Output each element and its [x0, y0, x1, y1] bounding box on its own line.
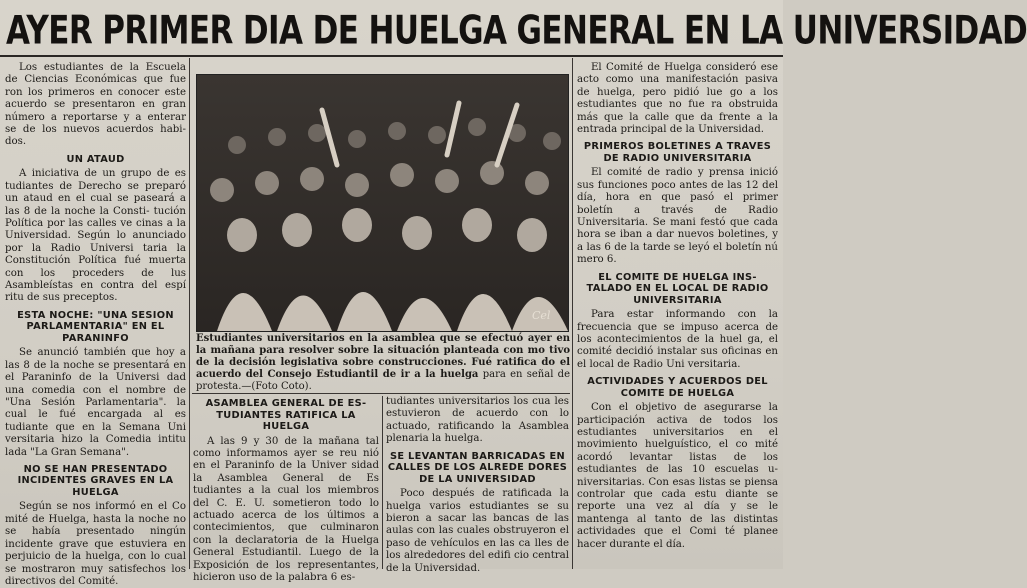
column-2: [193, 396, 379, 583]
incidentes-paragraph: Según se nos informó en el Co mité de Huelga, hasta la noche no se había presentado ningún incidente grave que estuviera en perjuicio de la huelga, con lo cual se mostraron muy satisfechos los directivos del Comité.: [5, 501, 186, 587]
column-divider-3: [572, 58, 573, 569]
column-4: [577, 62, 778, 567]
asamblea-continuation: tudiantes universitarios los cua les estuvieron de acuerdo con lo actuado, ratificando la Asamblea plenaria la huelga.: [386, 396, 569, 445]
subhead-ataud: UN ATAUD: [66, 153, 125, 165]
column-divider-2: [382, 396, 383, 569]
subhead-asamblea: ASAMBLEA GENERAL DE ES- TUDIANTES RATIFICA LA HUELGA: [205, 398, 367, 432]
intro-paragraph: Los estudiantes de la Escuela de Ciencias Económicas que fue ron los primeros en conocer este acuerdo se presentaron en gran número a reportarse y a enterar se de los nuevos acuerdos habi- dos.: [5, 62, 186, 148]
subhead-sesion: ESTA NOCHE: "UNA SESION PARLAMENTARIA" EN EL PARANINFO: [17, 309, 174, 344]
subhead-actividades: ACTIVIDADES Y ACUERDOS DEL COMITE DE HUELGA: [587, 376, 768, 399]
column-divider-1: [189, 58, 190, 569]
column-3: [386, 396, 569, 574]
caption-rest: para en señal de protesta.—(Foto Coto).: [196, 369, 570, 392]
subhead-boletines: PRIMEROS BOLETINES A TRAVES DE RADIO UNIVERSITARIA: [583, 141, 772, 164]
caption-bold: Estudiantes universitarios en la asamblea que se efectuó ayer en la mañana para resolver sobre la situación planteada con mo tivo de la decisión legislativa sobre construcciones. Fué ratifica do el acuerdo del Consejo Estudiantil de ir a la huelga: [196, 333, 570, 380]
sesion-paragraph: Se anunció también que hoy a las 8 de la noche se presentará en el Paraninfo de la Universi dad una comedia con el nombre de "Una Sesión Parlamentaria". la cual le fué encargada al es tudiante que en la Semana Uni versitaria hizo la Comedia intitu lada "La Gran Semana".: [5, 347, 186, 458]
subhead-incidentes: NO SE HAN PRESENTADO INCIDENTES GRAVES EN LA HUELGA: [17, 463, 174, 498]
asamblea-paragraph: A las 9 y 30 de la mañana tal como informamos ayer se reu nió en el Paraninfo de la Univer sidad la Asamblea General de Es tudiantes a la cual los miembros del C. E. U. sometieron todo lo actuado acerca de los últimos a contecimientos, que culminaron con la declaratoria de la Huelga General Estudiantil. Luego de la Exposición de los representantes, hicieron uso de la palabra 6 es-: [193, 435, 379, 583]
comite-intro-paragraph: El Comité de Huelga consideró ese acto como una manifestación pasiva de huelga, pero pidió lue go a los estudiantes que no fue ra obstruida más que la calle que da frente a la entrada principal de la Universidad.: [577, 62, 778, 136]
subhead-comite: EL COMITE DE HUELGA INS- TALADO EN EL LOCAL DE RADIO UNIVERSITARIA: [586, 271, 769, 306]
actividades-paragraph: Con el objetivo de asegurarse la participación activa de todos los estudiantes universitarios en el movimiento huelguístico, el co mité acordó levantar listas de los estudiantes de las 10 escuelas u- niversitarias. Con esas listas se piensa controlar que cada estu diante se reporte una vez al día y se le mantenga al tanto de las distintas actividades que el Comi té planee hacer durante el día.: [577, 402, 778, 550]
subhead-barricadas: SE LEVANTAN BARRICADAS EN CALLES DE LOS ALREDE DORES DE LA UNIVERSIDAD: [387, 450, 568, 485]
assembly-photo: [196, 74, 569, 332]
photo-caption: [196, 333, 570, 391]
caption-rule: [192, 393, 570, 394]
column-1: [5, 62, 186, 587]
headline: AYER PRIMER DIA DE HUELGA GENERAL EN LA UNIVERSIDAD: [6, 8, 1027, 54]
headline-rule: [0, 55, 783, 57]
boletines-paragraph: El comité de radio y prensa inició sus funciones poco antes de las 12 del día, hora en que pasó el primer boletín a través de Radio Universitaria. Se mani festó que cada hora se iban a dar nuevos boletines, y a las 6 de la tarde se leyó el boletín nú mero 6.: [577, 167, 778, 266]
photo-signature: Cel: [532, 309, 551, 322]
ataud-paragraph: A iniciativa de un grupo de es tudiantes de Derecho se preparó un ataud en el cual se paseará a las 8 de la noche la Consti- tución Política por las calles ve cinas a la Universidad. Según lo anunciado por la Radio Universi taria la Constitución Política fué muerta con los proceders de lus Asambleístas en contra del espí ritu de sus preceptos.: [5, 168, 186, 304]
barricadas-paragraph: Poco después de ratificada la huelga varios estudiantes se su bieron a sacar las bancas de las aulas con las cuales obstruyeron el paso de vehículos en las ca lles de los alrededores del edifi cio central de la Universidad.: [386, 488, 569, 574]
comite-paragraph: Para estar informando con la frecuencia que se impuso acerca de los acontecimientos de la huel ga, el comité decidió instalar sus oficinas en el local de Radio Uni versitaria.: [577, 309, 778, 370]
